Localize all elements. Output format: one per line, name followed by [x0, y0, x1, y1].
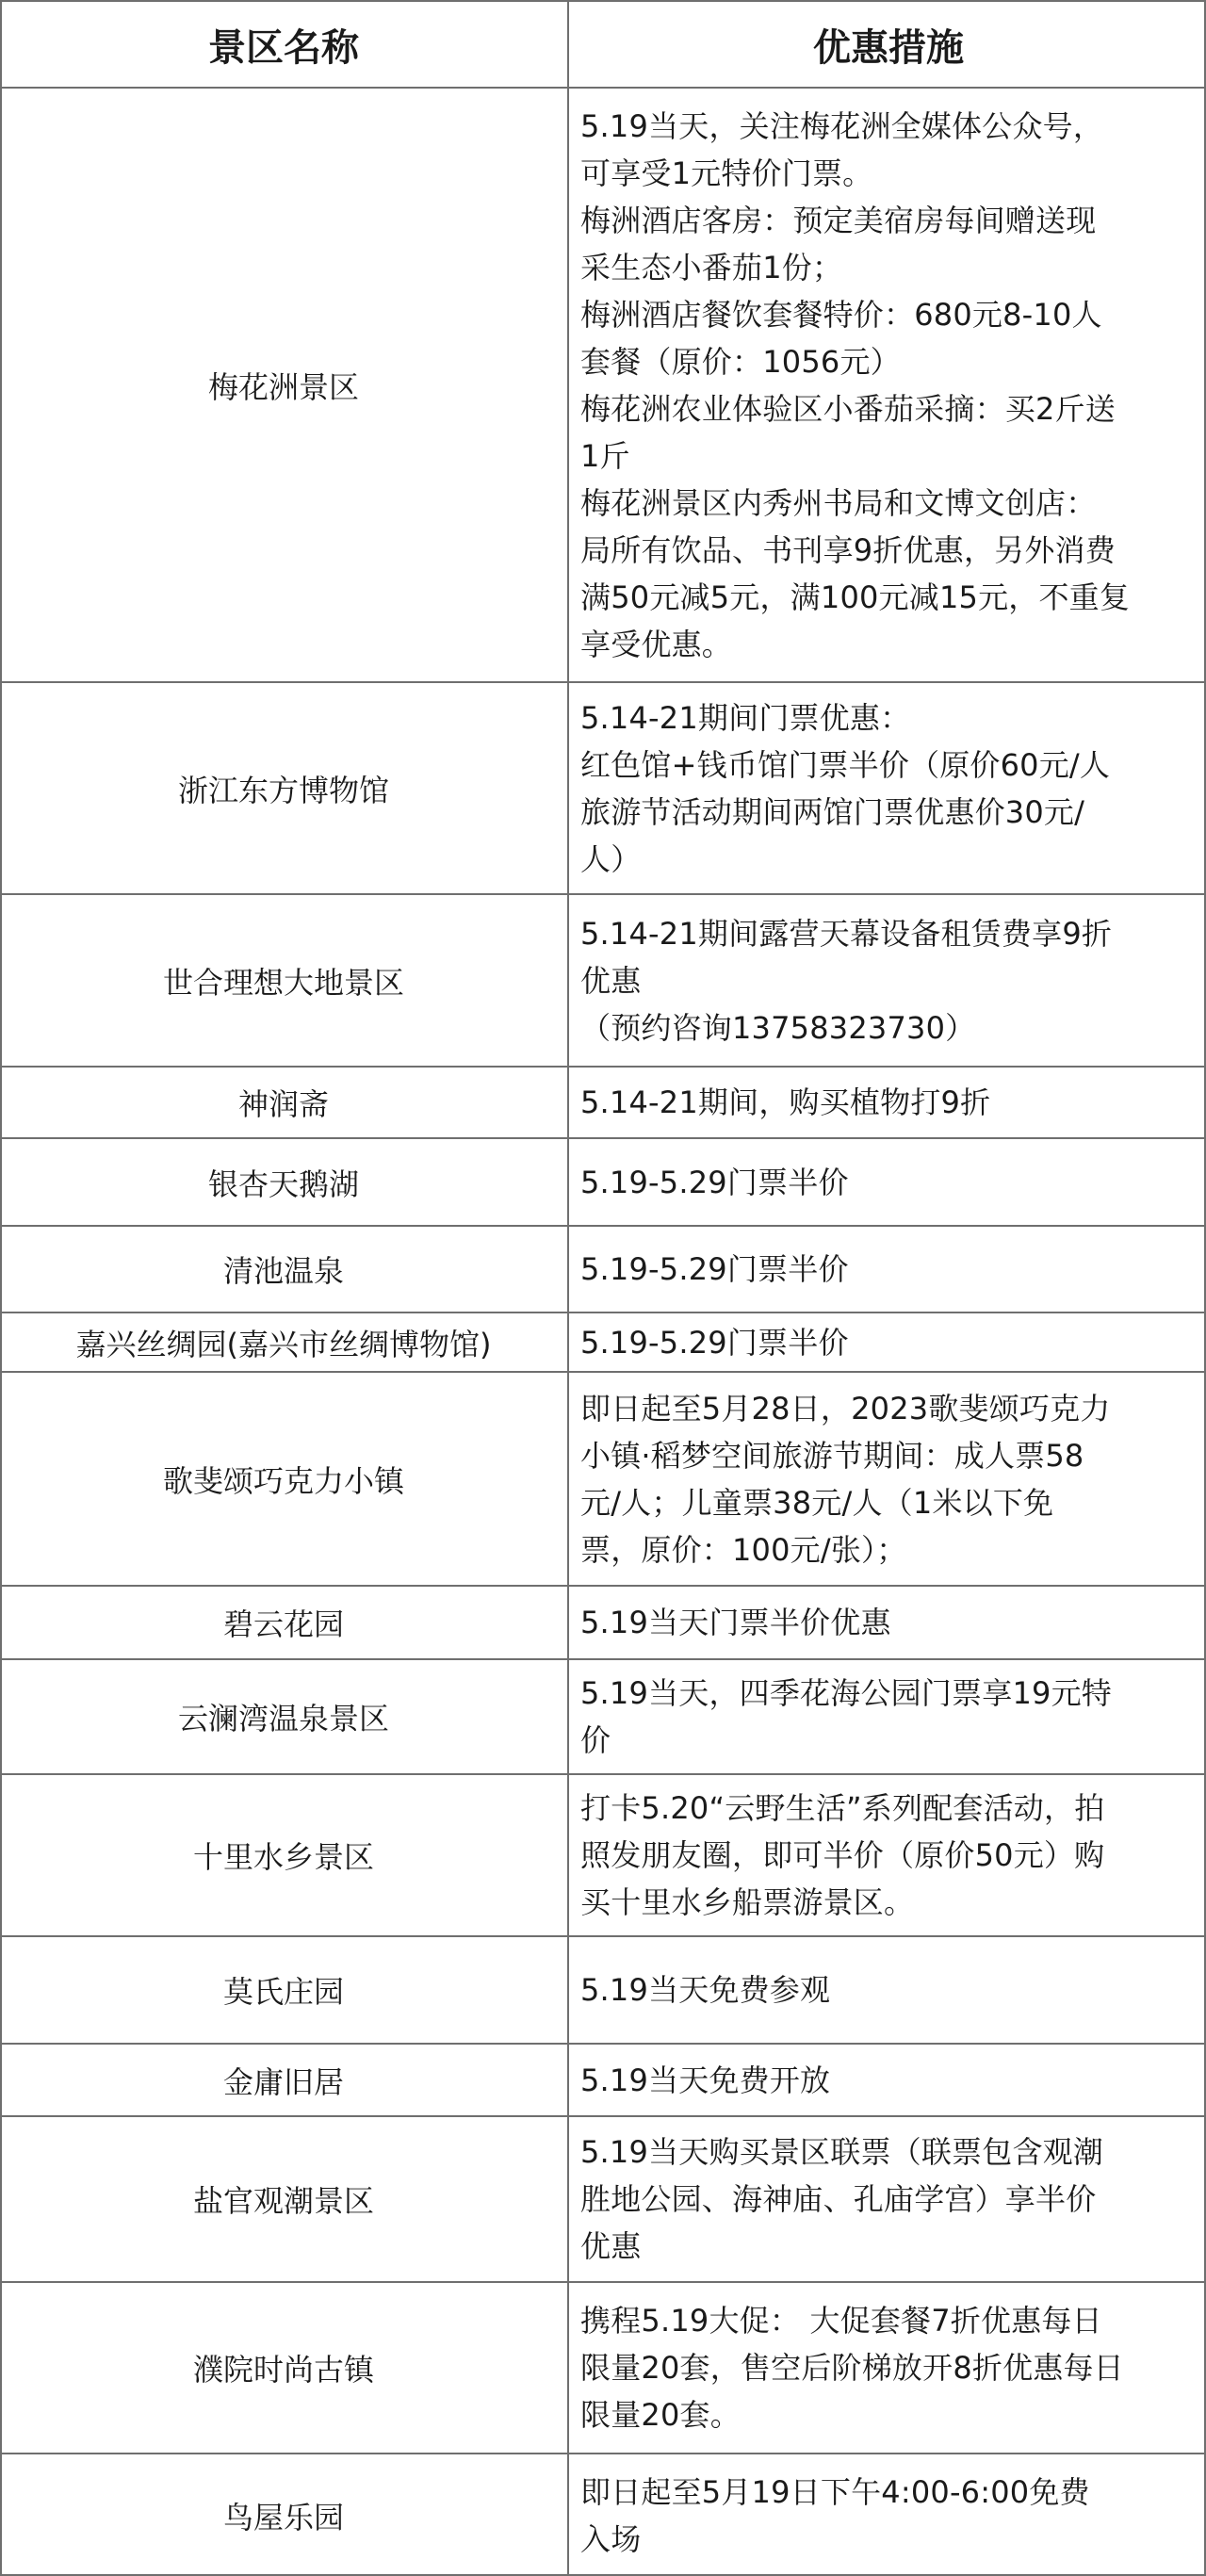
- offer-text: [569, 895, 1206, 1066]
- offer-text: [569, 1587, 1206, 1658]
- offer-description: 5.14-21期间露营天幕设备租赁费享9折 优惠 （预约咨询13758323730）: [580, 915, 1113, 1046]
- offer-description: 5.19当天门票半价优惠: [580, 1605, 891, 1640]
- scenic-name: 嘉兴丝绸园(嘉兴市丝绸博物馆): [75, 1326, 492, 1362]
- offer-text: [569, 1068, 1206, 1137]
- scenic-name: 梅花洲景区: [207, 368, 359, 405]
- offer-text: [569, 1660, 1206, 1773]
- scenic-name: 金庸旧居: [222, 2063, 344, 2100]
- offer-text: [569, 1937, 1206, 2043]
- header-offers: 优惠措施: [813, 25, 964, 70]
- offer-description: 5.19当天，关注梅花洲全媒体公众号， 可享受1元特价门票。 梅洲酒店客房：预定美宿房每间赠送现 采生态小番茄1份； 梅洲酒店餐饮套餐特价：680元8-10人 套餐（原价：1056元） 梅花洲农业体验区小番茄采摘：买2斤送 1斤 梅花洲景区内秀州书局和文博文创店： 局所有饮品、书刊享9折优惠，另外消费 满50元减5元，满100元减15元，不重复 享受优惠。: [580, 107, 1131, 662]
- scenic-name: 云澜湾温泉景区: [177, 1701, 389, 1736]
- scenic-name: 濮院时尚古镇: [192, 2352, 374, 2388]
- offer-description: 5.19-5.29门票半价: [580, 1324, 849, 1361]
- scenic-name: 碧云花园: [222, 1606, 344, 1642]
- offer-description: 5.19-5.29门票半价: [580, 1251, 849, 1287]
- header-scenic-name: 景区名称: [208, 25, 359, 70]
- offer-description: 5.19当天免费参观: [580, 1972, 831, 2008]
- scenic-name: 盐官观潮景区: [192, 2183, 374, 2219]
- offer-description: 5.19-5.29门票半价: [580, 1164, 849, 1200]
- offer-description: 5.19当天免费开放: [580, 2062, 831, 2098]
- scenic-name: 银杏天鹅湖: [207, 1166, 359, 1202]
- offer-description: 5.19当天，四季花海公园门票享19元特 价: [580, 1675, 1112, 1758]
- offer-description: 打卡5.20“云野生活”系列配套活动，拍 照发朋友圈，即可半价（原价50元）购 买十里水乡船票游景区。: [580, 1790, 1105, 1920]
- scenic-name: 神润斋: [237, 1086, 329, 1122]
- offer-text: [569, 1313, 1206, 1371]
- offer-description: 5.14-21期间门票优惠： 红色馆+钱币馆门票半价（原价60元/人 旅游节活动期间两馆门票优惠价30元/ 人）: [580, 699, 1111, 877]
- offer-description: 携程5.19大促： 大促套餐7折优惠每日 限量20套，售空后阶梯放开8折优惠每日 限量20套。: [580, 2303, 1124, 2433]
- offer-description: 即日起至5月19日下午4:00-6:00免费 入场: [580, 2473, 1090, 2557]
- scenic-name: 浙江东方博物馆: [177, 772, 389, 808]
- offer-text: [569, 1373, 1206, 1585]
- scenic-name: 世合理想大地景区: [162, 964, 404, 1001]
- offer-text: [569, 2454, 1206, 2576]
- offer-description: 5.19当天购买景区联票（联票包含观潮 胜地公园、海神庙、孔庙学宫）享半价 优惠: [580, 2134, 1104, 2264]
- offer-text: [569, 2045, 1206, 2115]
- offer-text: [569, 2117, 1206, 2281]
- offer-description: 5.14-21期间，购买植物打9折: [580, 1084, 991, 1120]
- offer-text: [569, 1227, 1206, 1312]
- offer-text: [569, 683, 1206, 893]
- offer-text: [569, 1139, 1206, 1225]
- offer-text: [569, 89, 1206, 681]
- offer-text: [569, 2283, 1206, 2453]
- scenic-name: 莫氏庄园: [222, 1974, 344, 2010]
- scenic-name: 清池温泉: [222, 1253, 344, 1289]
- scenic-name: 歌斐颂巧克力小镇: [162, 1462, 404, 1499]
- scenic-name: 十里水乡景区: [192, 1839, 374, 1875]
- scenic-name: 鸟屋乐园: [222, 2499, 344, 2535]
- offer-description: 即日起至5月28日，2023歌斐颂巧克力 小镇·稻梦空间旅游节期间：成人票58 元/人；儿童票38元/人（1米以下免 票，原价：100元/张）；: [580, 1390, 1111, 1568]
- offer-text: [569, 1775, 1206, 1935]
